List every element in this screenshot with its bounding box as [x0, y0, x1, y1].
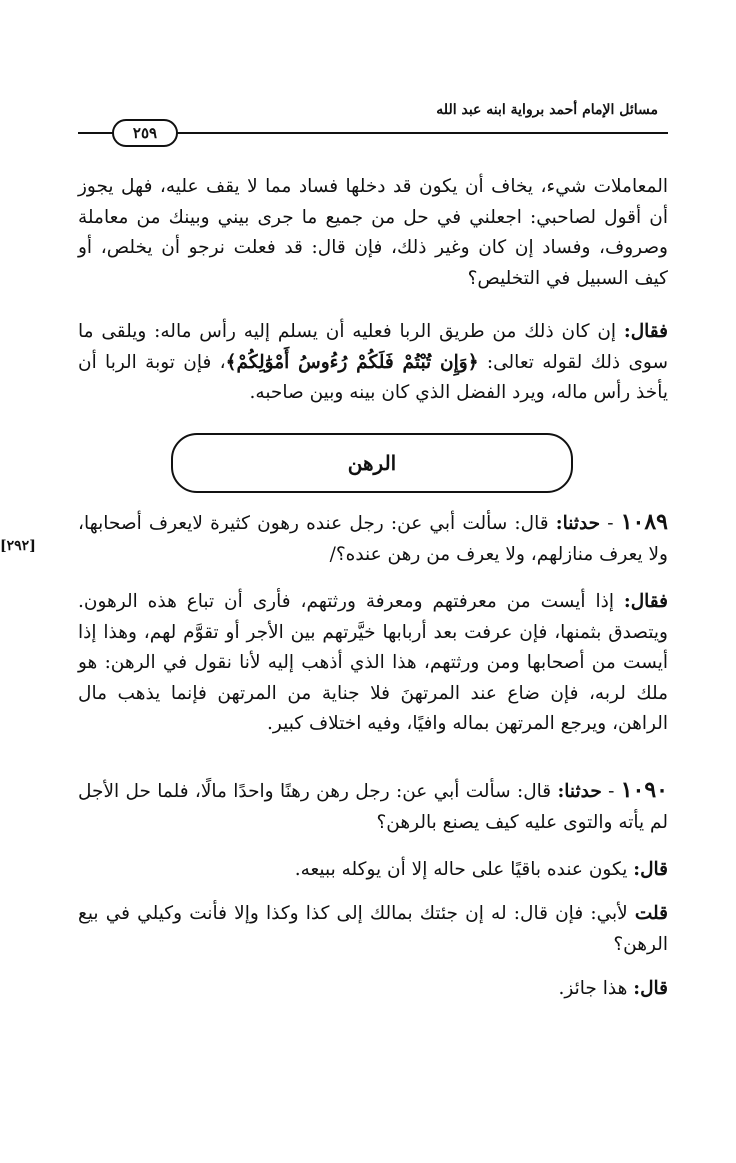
- paragraph-answer-riba: [78, 317, 668, 409]
- page-number: ٢٥٩: [112, 119, 178, 147]
- running-title: مسائل الإمام أحمد برواية ابنه عبد الله: [436, 102, 658, 118]
- paragraph-answer-1090: [78, 855, 668, 886]
- answer-label: قال:: [633, 859, 668, 880]
- issue-1089: [78, 507, 668, 570]
- issue-text: قال: سألت أبي عن: رجل عنده رهون كثيرة لايعرف أصحابها، ولا يعرف منازلهم، ولا يعرف من رهن عنده؟/: [78, 513, 668, 565]
- issue-text: قال: سألت أبي عن: رجل رهن رهنًا واحدًا مالًا، فلما حل الأجل لم يأته والتوى عليه كيف يصنع بالرهن؟: [78, 781, 668, 833]
- answer-text-cont: ، فإن توبة الربا أن يأخذ رأس ماله، ويرد الفضل الذي كان بينه وبين صاحبه.: [78, 351, 668, 403]
- quran-verse: ﴿وَإِن تُبْتُمْ فَلَكُمْ رُءُوسُ أَمْوَٰلِكُمْ﴾: [225, 351, 479, 373]
- paragraph-question-followup: [78, 899, 668, 960]
- paragraph-continued: المعاملات شيء، يخاف أن يكون قد دخلها فساد مما لا يقف عليه، فهل يجوز أن أقول لصاحبي: اجعلني في حل من جميع ما جرى بيني وبينك من معاملة وصروف، وفساد إن كان وغير ذلك، فإن قال: قد فعلت نرجو أن يخلص، أو كيف السبيل في التخليص؟: [78, 176, 668, 289]
- answer-text: إن كان ذلك من طريق الربا فعليه أن يسلم إليه رأس ماله: ويلقى ما سوى ذلك لقوله تعالى:: [78, 321, 668, 373]
- answer-text: هذا جائز.: [558, 978, 634, 999]
- issue-1090: [78, 775, 668, 838]
- issue-dash: -: [600, 513, 621, 534]
- section-heading-box: [171, 433, 573, 493]
- narration-label: حدثنا:: [557, 781, 602, 802]
- paragraph-answer-final: [78, 974, 668, 1005]
- question-label: قلت: [634, 903, 668, 924]
- margin-reference: [٢٩٢]: [0, 538, 36, 554]
- issue-number: ١٠٩٠: [620, 777, 668, 803]
- question-text: لأبي: فإن قال: له إن جئتك بمالك إلى كذا وكذا وإلا فأنت وكيلي في بيع الرهن؟: [78, 903, 668, 955]
- issue-dash: -: [601, 781, 621, 802]
- issue-number: ١٠٨٩: [620, 509, 668, 535]
- section-heading: الرهن: [347, 451, 397, 475]
- answer-label: فقال:: [623, 591, 668, 612]
- answer-label: فقال:: [623, 321, 668, 342]
- answer-text: إذا أيست من معرفتهم ومعرفة ورثتهم، فأرى أن تباع هذه الرهون. ويتصدق بثمنها، فإن عرفت بعد أربابها خيَّرتهم بين الأجر أو تقوَّم لهم، وهذا إذا أيست من أصحابها ومن ورثتهم، هذا الذي أذهب إليه لأنا نقول في الرهن: هو ملك لربه، فإن ضاع عند المرتهنَ فلا جناية من المرتهن فإنما يذهب مال الراهن، ويرجع المرتهن بماله وافيًا، وفيه اختلاف كبير.: [78, 591, 668, 734]
- answer-label: قال:: [633, 978, 668, 999]
- paragraph-answer-rahn: [78, 587, 668, 740]
- narration-label: حدثنا:: [555, 513, 601, 534]
- answer-text: يكون عنده باقيًا على حاله إلا أن يوكله ببيعه.: [294, 859, 634, 880]
